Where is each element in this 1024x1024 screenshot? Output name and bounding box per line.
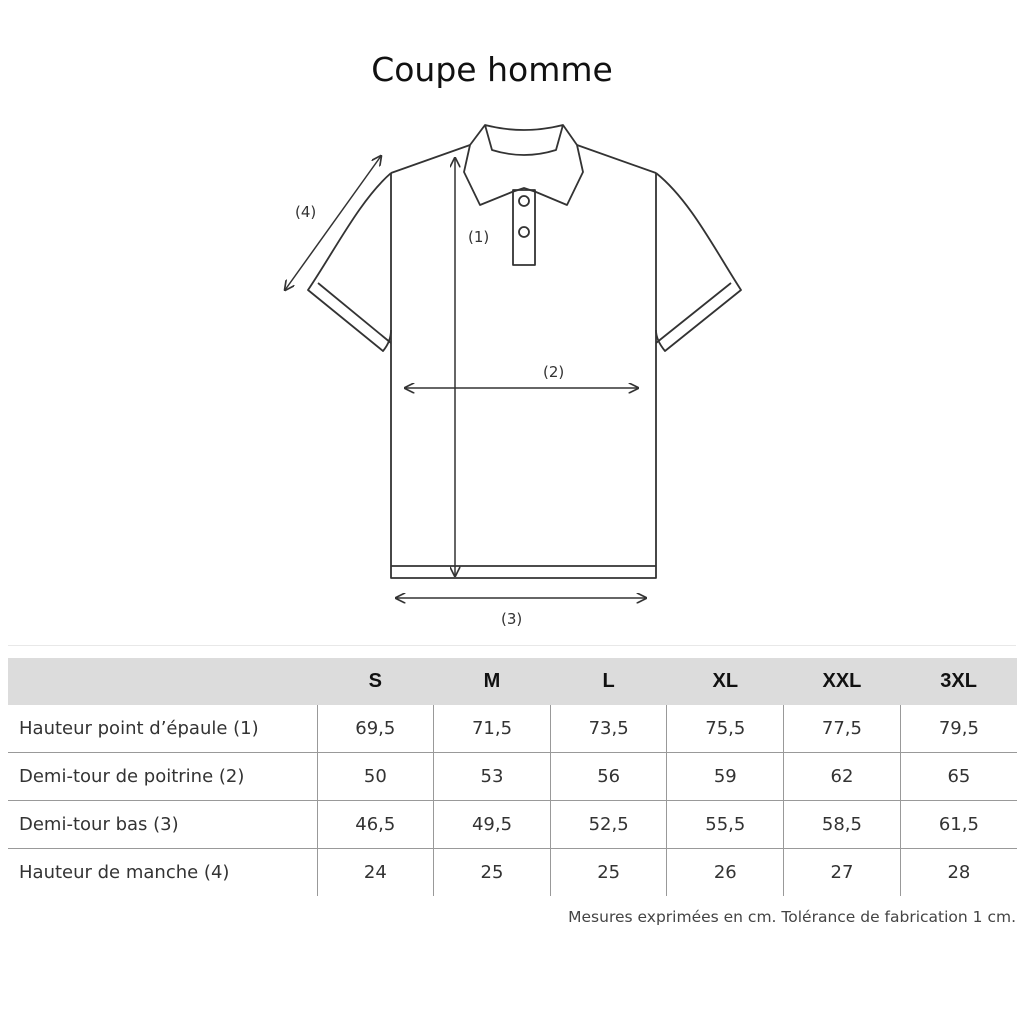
table-cell: 61,5 (900, 801, 1017, 849)
measure-arrows (285, 156, 646, 598)
table-row (8, 753, 1017, 801)
table-cell: 27 (784, 849, 901, 897)
size-header-row (8, 658, 1017, 705)
table-cell: 75,5 (667, 705, 784, 753)
table-cell: 46,5 (317, 801, 434, 849)
table-cell: 25 (550, 849, 667, 897)
table-row (8, 705, 1017, 753)
table-cell: 71,5 (434, 705, 551, 753)
table-cell: 24 (317, 849, 434, 897)
table-cell: 79,5 (900, 705, 1017, 753)
row-label: Demi-tour de poitrine (2) (8, 753, 317, 801)
table-cell: 59 (667, 753, 784, 801)
row-label: Hauteur de manche (4) (19, 862, 230, 883)
table-cell: 55,5 (667, 801, 784, 849)
sleeve-arrow (285, 156, 381, 290)
header-empty (8, 658, 317, 705)
table-cell: 49,5 (434, 801, 551, 849)
row-label: Demi-tour bas (3) (8, 801, 317, 849)
row-label: Hauteur point d’épaule (1) (8, 705, 317, 753)
table-row (8, 849, 1017, 897)
size-header: XL (667, 658, 784, 705)
size-header: M (434, 658, 551, 705)
table-cell: 26 (667, 849, 784, 897)
polo-shirt-outline (308, 125, 741, 578)
page-title: Coupe homme (371, 50, 613, 89)
table-cell: 65 (900, 753, 1017, 801)
table-cell: 25 (434, 849, 551, 897)
table-cell: 77,5 (784, 705, 901, 753)
size-header: L (550, 658, 667, 705)
separator-line (8, 645, 1016, 646)
label-hem: (3) (501, 610, 523, 628)
table-cell: 73,5 (550, 705, 667, 753)
label-chest: (2) (543, 363, 565, 381)
table-cell: 28 (900, 849, 1017, 897)
measurement-note: Mesures exprimées en cm. Tolérance de fabrication 1 cm. (568, 908, 1016, 926)
table-cell: 56 (550, 753, 667, 801)
table-cell: 62 (784, 753, 901, 801)
table-cell: 69,5 (317, 705, 434, 753)
table-cell: 52,5 (550, 801, 667, 849)
table-cell: 58,5 (784, 801, 901, 849)
table-cell: 53 (434, 753, 551, 801)
size-header: 3XL (900, 658, 1017, 705)
label-height: (1) (468, 228, 490, 246)
size-header: S (317, 658, 434, 705)
table-cell: 50 (317, 753, 434, 801)
size-table (8, 658, 1017, 896)
label-sleeve: (4) (295, 203, 317, 221)
size-header: XXL (784, 658, 901, 705)
table-row (8, 801, 1017, 849)
